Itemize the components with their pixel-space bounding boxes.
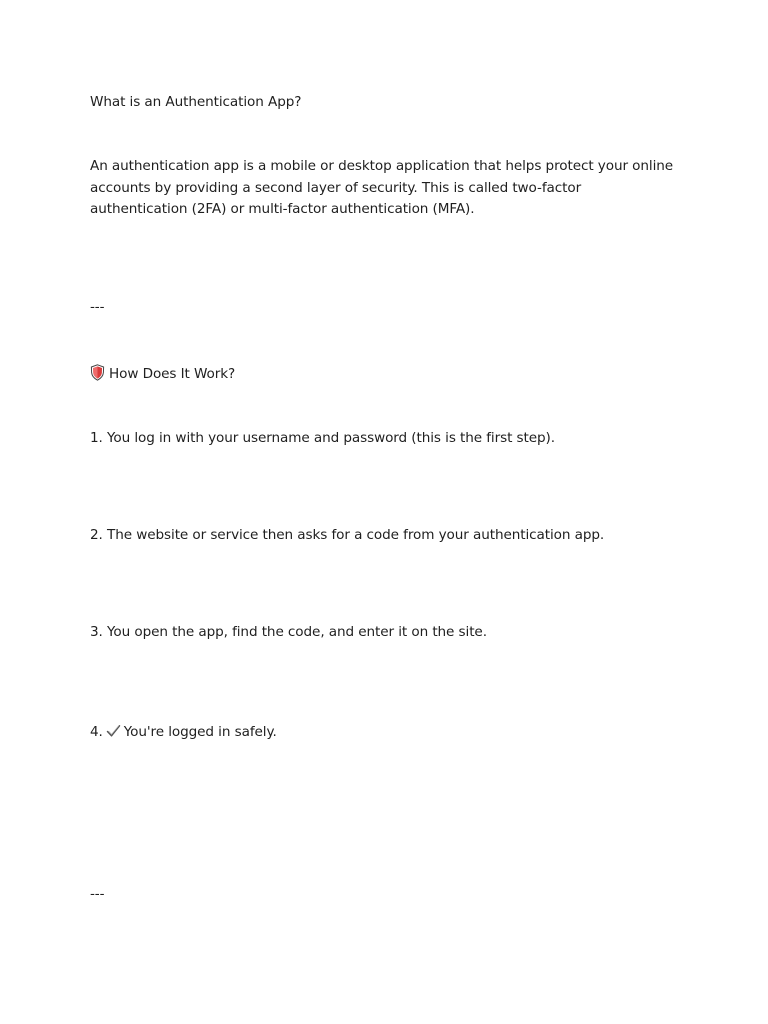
step-number: 3. [90, 624, 103, 640]
divider-top: --- [90, 299, 105, 315]
step-text: You log in with your username and password (this is the first step). [107, 430, 555, 446]
step-number: 2. [90, 527, 103, 543]
step-text: The website or service then asks for a code from your authentication app. [107, 527, 605, 543]
step-item-2 [90, 525, 604, 547]
how-heading [90, 364, 235, 389]
check-mark-icon [106, 724, 121, 746]
divider-bottom: --- [90, 886, 105, 902]
shield-icon [90, 364, 105, 389]
step-text: You open the app, find the code, and enter it on the site. [107, 624, 487, 640]
step-item-1 [90, 428, 555, 450]
step-text: You're logged in safely. [123, 724, 277, 740]
step-number: 1. [90, 430, 103, 446]
intro-paragraph: An authentication app is a mobile or desktop application that helps protect your online accounts by providing a second layer of security. This is called two-factor authentication (2FA) or multi-factor authentication (MFA). [90, 158, 674, 217]
document-title: What is an Authentication App? [90, 94, 302, 110]
step-item-3 [90, 622, 487, 644]
step-number: 4. [90, 724, 103, 740]
how-heading-text: How Does It Work? [109, 366, 236, 382]
step-item-4 [90, 722, 277, 746]
